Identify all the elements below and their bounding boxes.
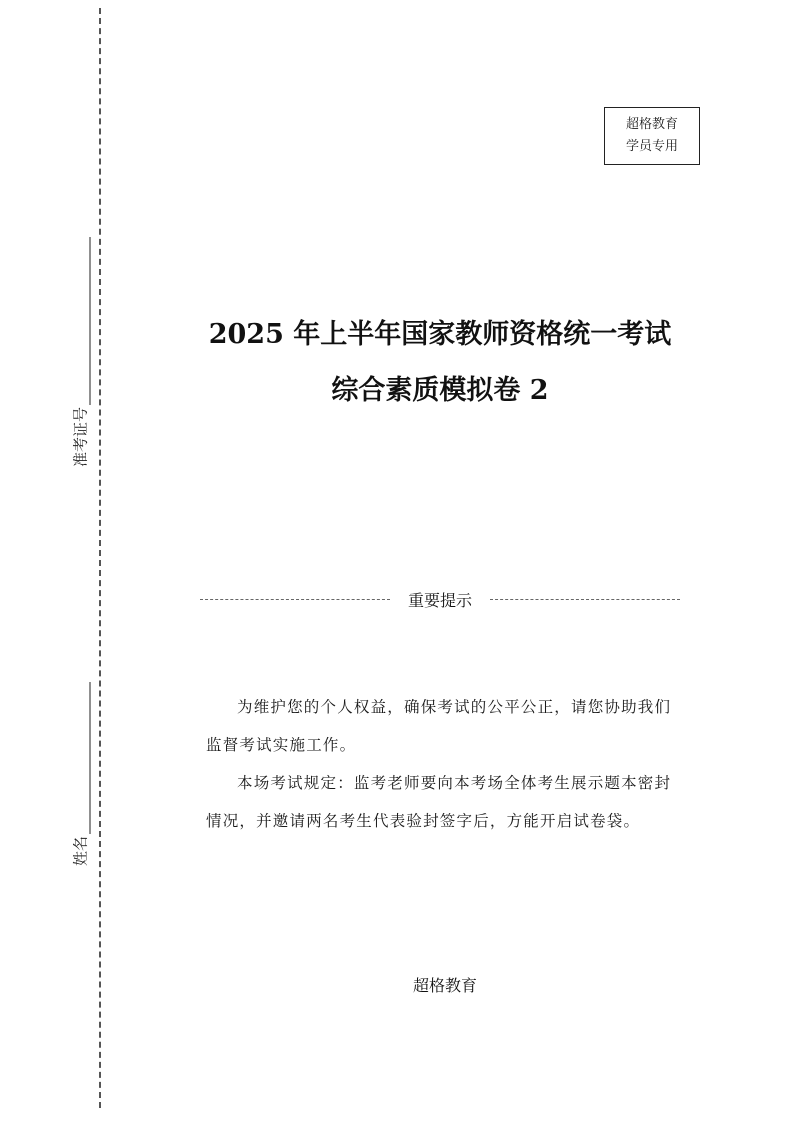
heading-dash-left (200, 599, 390, 600)
footer-organization: 超格教育 (412, 976, 477, 995)
exam-number-field (70, 237, 91, 467)
notice-heading-text: 重要提示 (408, 590, 473, 610)
student-use-stamp (604, 107, 700, 165)
notice-paragraph-2: 本场考试规定：监考老师要向本考场全体考生展示题本密封情况，并邀请两名考生代表验封签字后，方能开启试卷袋。 (206, 774, 672, 830)
heading-dash-right (490, 599, 680, 600)
binding-cut-line (99, 8, 101, 1108)
exam-title: 2025 年上半年国家教师资格统一考试 (208, 319, 672, 350)
stamp-line-2: 学员专用 (625, 139, 678, 154)
notice-paragraph-1: 为维护您的个人权益，确保考试的公平公正，请您协助我们监督考试实施工作。 (206, 698, 672, 754)
exam-number-blank[interactable] (76, 237, 91, 405)
stamp-line-1: 超格教育 (625, 117, 678, 132)
name-field (70, 682, 91, 866)
exam-subtitle: 综合素质模拟卷 2 (331, 375, 549, 406)
name-blank[interactable] (76, 682, 91, 834)
notice-heading (200, 587, 680, 611)
name-label: 姓名 (71, 835, 90, 867)
exam-number-label: 准考证号 (71, 406, 90, 468)
